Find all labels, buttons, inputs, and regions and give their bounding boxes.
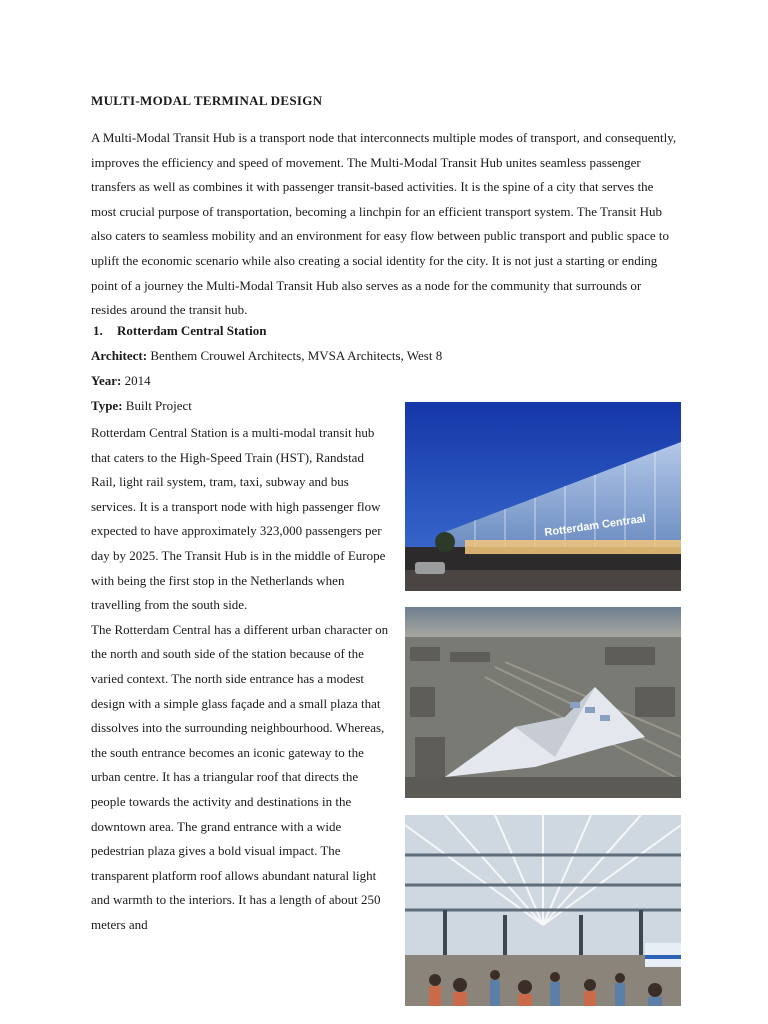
type-value: Built Project — [125, 398, 192, 413]
photo-platform-roof — [405, 815, 681, 1006]
type-label: Type: — [91, 398, 123, 413]
section-title-text: Rotterdam Central Station — [117, 323, 267, 338]
page-heading: MULTI-MODAL TERMINAL DESIGN — [91, 93, 323, 108]
station-sign: Rotterdam Centraal — [543, 512, 647, 539]
type-line — [91, 398, 192, 414]
architect-value: Benthem Crouwel Architects, MVSA Architects, West 8 — [150, 348, 443, 363]
photo-station-facade-night — [405, 402, 681, 591]
section-body — [91, 421, 391, 937]
body-paragraph-2: The Rotterdam Central has a different urban character on the north and south side of the station because of the varied context. The north side entrance has a modest design with a simple glass façade and a small plaza that dissolves into the surrounding neighbourhood. Whereas, the south entrance becomes an iconic gateway to the urban centre. It has a triangular roof that directs the people towards the activity and destinations in the downtown area. The grand entrance with a wide pedestrian plaza gives a bold visual impact. The transparent platform roof allows abundant natural light and warmth to the interiors. It has a length of about 250 meters and — [91, 621, 389, 932]
intro-paragraph: A Multi-Modal Transit Hub is a transport node that interconnects multiple modes of transport, and consequently, improves the efficiency and speed of movement. The Multi-Modal Transit Hub unites seamless passenger transfers as well as combines it with passenger transit-based activities. It is the spine of a city that serves the most crucial purpose of transportation, becoming a linchpin for an efficient transport system. The Transit Hub also caters to seamless mobility and an environment for easy flow between public transport and public space to uplift the economic scenario while also creating a social identity for the city. It is not just a starting or ending point of a journey the Multi-Modal Transit Hub also serves as a node for the community that surrounds or resides around the transit hub. — [91, 130, 677, 318]
section-number: 1. — [93, 323, 103, 338]
year-line — [91, 373, 151, 389]
architect-label: Architect: — [91, 348, 148, 363]
photo-station-aerial — [405, 607, 681, 798]
architect-line — [91, 348, 442, 364]
section-title — [93, 323, 266, 339]
year-value: 2014 — [124, 373, 151, 388]
body-paragraph-1: Rotterdam Central Station is a multi-modal transit hub that caters to the High-Speed Train (HST), Randstad Rail, light rail system, tram, taxi, subway and bus services. It is a transport node with high passenger flow expected to have approximately 323,000 passengers per day by 2025. The Transit Hub is in the middle of Europe with being the first stop in the Netherlands when travelling from the south side. — [91, 425, 386, 613]
year-label: Year: — [91, 373, 122, 388]
